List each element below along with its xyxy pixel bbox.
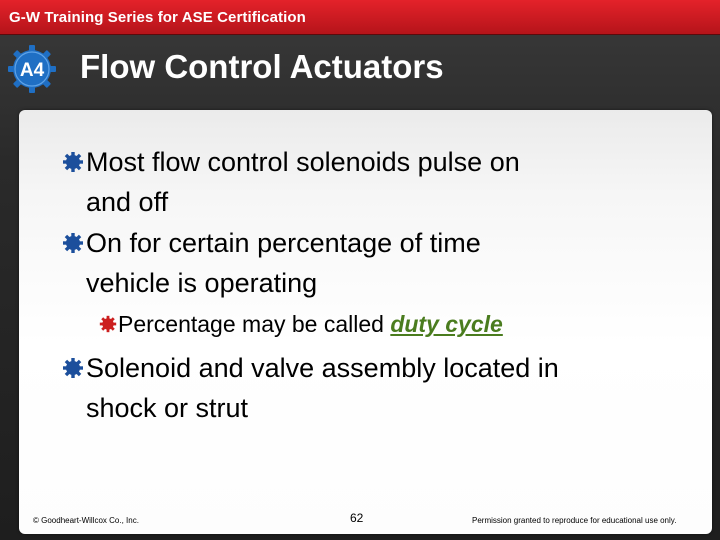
slide-title: Flow Control Actuators (80, 48, 444, 85)
page-number: 62 (350, 511, 364, 525)
series-title: G-W Training Series for ASE Certification (9, 9, 306, 26)
badge-label: A4 (19, 60, 45, 81)
bullet-line: and off (86, 187, 169, 217)
bullet-text (86, 223, 481, 303)
copyright-text: © Goodheart-Willcox Co., Inc. (33, 516, 139, 525)
gear-sub-bullet-icon (99, 315, 117, 333)
bullet-text (86, 348, 559, 428)
duty-cycle-term: duty cycle (390, 311, 503, 337)
header-bar (0, 0, 720, 35)
gear-bullet-icon (62, 357, 84, 379)
gear-badge-icon (7, 44, 57, 94)
sub-bullet-label: Percentage may be called (118, 311, 391, 337)
bullet-text (86, 142, 520, 222)
list-item (99, 310, 503, 338)
list-item (62, 223, 481, 303)
list-item (62, 348, 559, 428)
gear-bullet-icon (62, 232, 84, 254)
bullet-line: On for certain percentage of time (86, 228, 481, 258)
bullet-line: shock or strut (86, 393, 249, 423)
bullet-line: vehicle is operating (86, 268, 318, 298)
bullet-line: Most flow control solenoids pulse on (86, 147, 520, 177)
list-item (62, 142, 520, 222)
permission-text: Permission granted to reproduce for educational use only. (472, 516, 677, 525)
sub-bullet-text (118, 310, 503, 338)
bullet-line: Solenoid and valve assembly located in (86, 353, 559, 383)
gear-bullet-icon (62, 151, 84, 173)
